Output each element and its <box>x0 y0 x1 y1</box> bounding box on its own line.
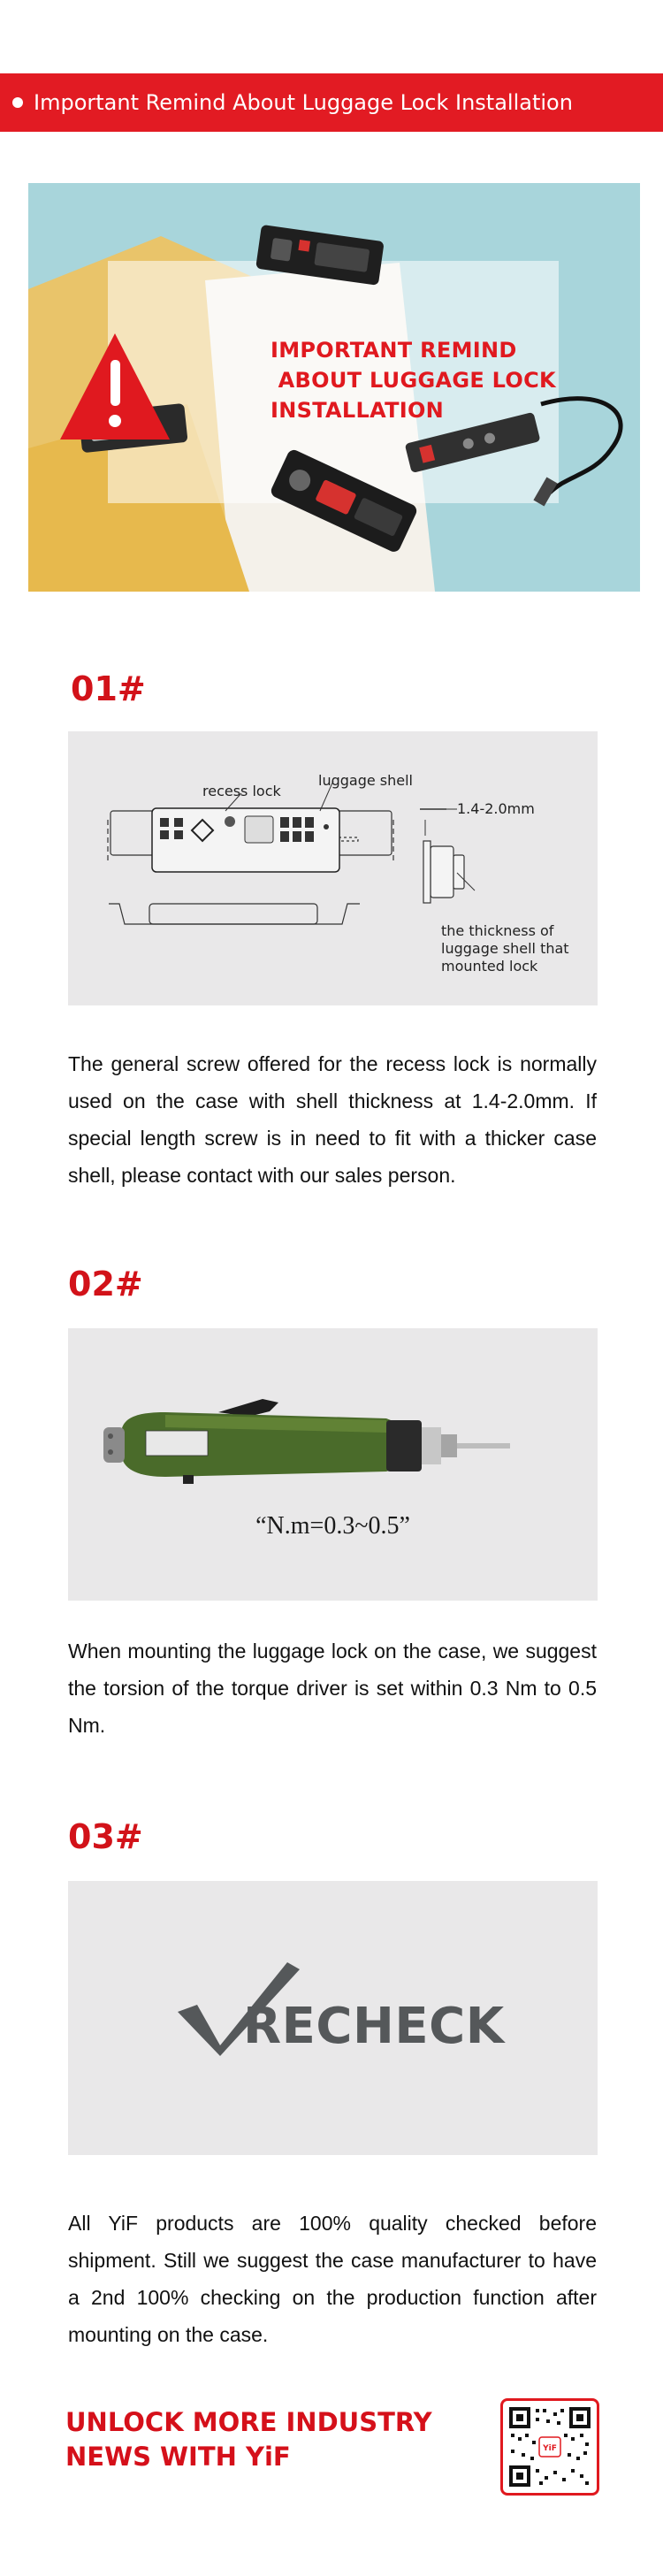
hero-title-line: INSTALLATION <box>271 398 445 423</box>
torque-driver-illustration <box>68 1328 598 1601</box>
qr-code[interactable] <box>500 2398 599 2496</box>
footer-cta-line: UNLOCK MORE INDUSTRY <box>65 2407 432 2437</box>
shell-note-label <box>441 922 569 975</box>
footer-cta-line: NEWS WITH YiF <box>65 2442 291 2472</box>
qr-badge-text: YiF <box>543 2444 557 2453</box>
qr-code-icon <box>509 2407 591 2487</box>
torque-driver-panel <box>68 1328 598 1601</box>
section-header-title: Important Remind About Luggage Lock Installation <box>34 90 573 115</box>
step-01-text: The general screw offered for the recess lock is normally used on the case with shell thickness at 1.4-2.0mm. If special length screw is in need to fit with a thicker case shell, please contact with our sales person. <box>68 1052 597 1187</box>
section-header-bar <box>0 73 663 132</box>
recess-lock-diagram-panel <box>68 731 598 1005</box>
recheck-panel <box>68 1881 598 2155</box>
footer-cta <box>65 2405 432 2474</box>
shell-note-line: mounted lock <box>441 958 538 975</box>
recheck-word: RECHECK <box>243 1998 505 2055</box>
hero-title <box>271 335 556 425</box>
step-03-text: All YiF products are 100% quality checked before shipment. Still we suggest the case manufacturer to have a 2nd 100% checking on the production function after mounting on the case. <box>68 2212 597 2346</box>
step-number-01: 01# <box>71 669 146 708</box>
step-02-text: When mounting the luggage lock on the case, we suggest the torsion of the torque driver is set within 0.3 Nm to 0.5 Nm. <box>68 1640 597 1737</box>
shell-note-line: the thickness of <box>441 922 554 939</box>
hero-title-line: IMPORTANT REMIND <box>271 338 517 363</box>
step-number-02: 02# <box>68 1265 143 1303</box>
recess-lock-label: recess lock <box>202 783 281 799</box>
torque-caption: “N.m=0.3~0.5” <box>255 1512 410 1540</box>
hero-title-line: ABOUT LUGGAGE LOCK <box>271 368 556 393</box>
thickness-label: 1.4-2.0mm <box>457 800 535 817</box>
step-number-03: 03# <box>68 1817 143 1856</box>
bullet-dot-icon <box>12 97 23 108</box>
hero-image <box>28 183 640 592</box>
shell-note-line: luggage shell that <box>441 940 569 957</box>
luggage-shell-label: luggage shell <box>318 772 413 789</box>
